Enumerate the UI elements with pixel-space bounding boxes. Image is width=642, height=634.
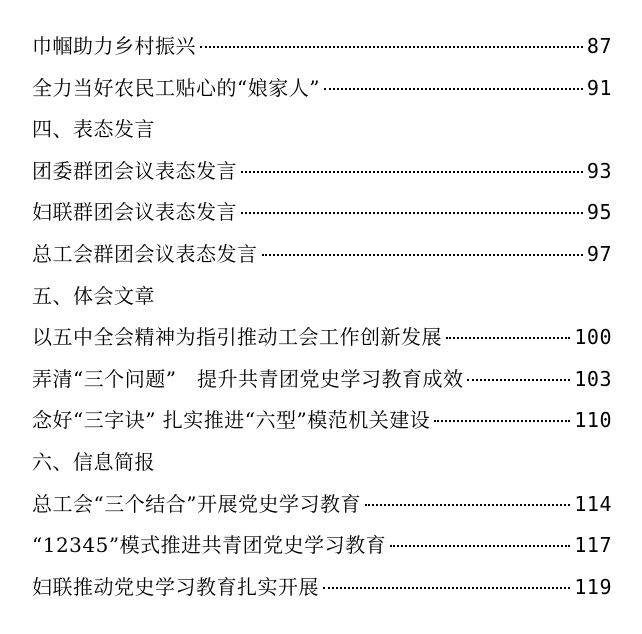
toc-entry[interactable] xyxy=(32,488,612,530)
toc-entry-title: 总工会“三个结合”开展党史学习教育 xyxy=(32,491,361,516)
toc-entry-page: 91 xyxy=(586,75,612,100)
toc-entry[interactable] xyxy=(32,321,612,363)
toc-entry[interactable] xyxy=(32,196,612,238)
toc-section-heading xyxy=(32,113,612,155)
toc-entry-title: 巾帼助力乡村振兴 xyxy=(32,34,196,58)
dot-leader xyxy=(434,420,570,422)
table-of-contents xyxy=(32,30,612,612)
toc-entry-page: 103 xyxy=(574,366,612,391)
toc-entry[interactable] xyxy=(32,571,612,613)
toc-entry-page: 93 xyxy=(586,158,612,183)
toc-section-heading xyxy=(32,280,612,322)
toc-entry-page: 114 xyxy=(574,491,612,516)
toc-entry[interactable] xyxy=(32,155,612,197)
dot-leader xyxy=(390,545,570,547)
toc-entry[interactable] xyxy=(32,72,612,114)
toc-entry-page: 100 xyxy=(574,325,612,350)
toc-entry-title: “12345”模式推进共青团党史学习教育 xyxy=(32,533,387,558)
toc-entry[interactable] xyxy=(32,30,612,72)
dot-leader xyxy=(323,587,570,589)
toc-entry-page: 117 xyxy=(574,533,612,558)
section-heading-title: 四、表态发言 xyxy=(32,117,155,142)
dot-leader xyxy=(200,46,583,48)
toc-entry-page: 97 xyxy=(586,241,612,266)
toc-entry[interactable] xyxy=(32,404,612,446)
dot-leader xyxy=(262,254,583,256)
toc-section-heading xyxy=(32,446,612,488)
toc-entry-title: 全力当好农民工贴心的“娘家人” xyxy=(32,75,320,100)
section-heading-title: 六、信息简报 xyxy=(32,449,155,474)
toc-entry-page: 110 xyxy=(574,408,612,433)
dot-leader xyxy=(365,504,570,506)
toc-entry-title: 总工会群团会议表态发言 xyxy=(32,241,258,266)
toc-entry[interactable] xyxy=(32,363,612,405)
dot-leader xyxy=(324,88,583,90)
toc-entry-title: 妇联推动党史学习教育扎实开展 xyxy=(32,574,319,599)
toc-entry[interactable] xyxy=(32,529,612,571)
toc-entry-title: 团委群团会议表态发言 xyxy=(32,158,237,183)
toc-entry-page: 87 xyxy=(586,34,612,58)
toc-entry-title: 弄清“三个问题” 提升共青团党史学习教育成效 xyxy=(32,366,464,391)
dot-leader xyxy=(241,171,583,173)
dot-leader xyxy=(467,379,570,381)
dot-leader xyxy=(446,337,570,339)
toc-entry-page: 119 xyxy=(574,574,612,599)
toc-entry-title: 以五中全会精神为指引推动工会工作创新发展 xyxy=(32,325,442,350)
toc-entry-title: 妇联群团会议表态发言 xyxy=(32,200,237,225)
section-heading-title: 五、体会文章 xyxy=(32,283,155,308)
toc-entry[interactable] xyxy=(32,238,612,280)
dot-leader xyxy=(241,212,583,214)
toc-entry-page: 95 xyxy=(586,200,612,225)
toc-entry-title: 念好“三字诀” 扎实推进“六型”模范机关建设 xyxy=(32,408,431,433)
